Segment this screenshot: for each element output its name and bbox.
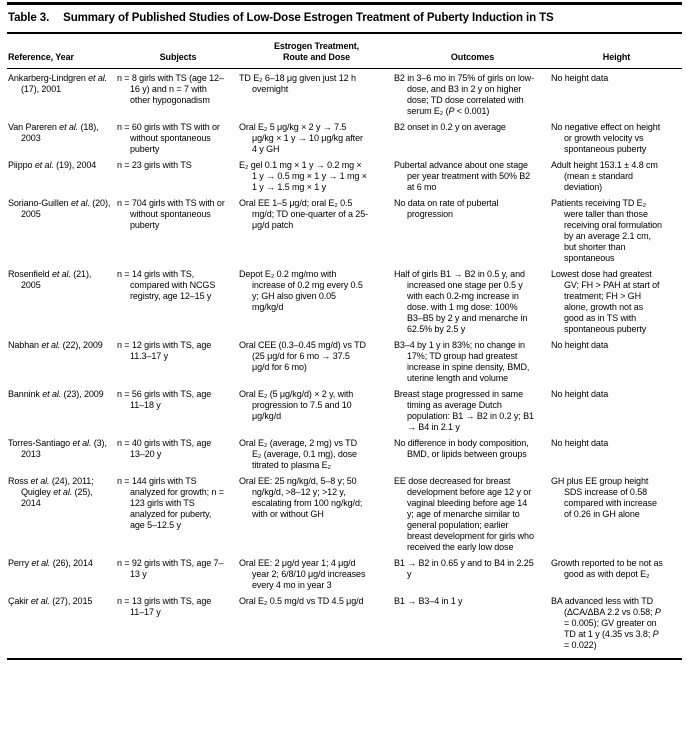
table-row: [7, 158, 682, 196]
cell-reference: Ross et al. (24), 2011; Quigley et al. (25), 2014: [8, 476, 94, 508]
table-row: [7, 474, 682, 556]
cell-subjects: n = 144 girls with TS analyzed for growth; n = 123 girls with TS analyzed for puberty, age 5–12.5 y: [117, 476, 224, 530]
cell-reference: Ankarberg-Lindgren et al. (17), 2001: [8, 73, 108, 94]
table-title-bar: [7, 2, 682, 34]
cell-height: No height data: [551, 73, 609, 83]
cell-outcomes: B2 in 3–6 mo in 75% of girls on low-dose, and B3 in 2 y on higher dose; TD dose correlated with serum E₂ (P < 0.001): [394, 73, 534, 116]
col-header-reference-year: Reference, Year: [7, 34, 117, 69]
cell-treatment: Oral CEE (0.3–0.45 mg/d) vs TD (25 μg/d for 6 mo → 37.5 μg/d for 6 mo): [239, 340, 366, 372]
cell-height: Adult height 153.1 ± 4.8 cm (mean ± standard deviation): [551, 160, 658, 192]
cell-subjects: n = 23 girls with TS: [117, 160, 192, 170]
cell-outcomes: B2 onset in 0.2 y on average: [394, 122, 506, 132]
cell-treatment: E₂ gel 0.1 mg × 1 y → 0.2 mg × 1 y → 0.5 mg × 1 y → 1 mg × 1 y → 1.5 mg × 1 y: [239, 160, 367, 192]
cell-height: Patients receiving TD E₂ were taller than those receiving oral formulation by an average 2.1 cm, but shorter than spontaneous: [551, 198, 662, 263]
col-header-subjects: Subjects: [117, 34, 239, 69]
cell-reference: Bannink et al. (23), 2009: [8, 389, 104, 399]
cell-height: Lowest dose had greatest GV; FH > PAH at start of treatment; FH > GH alone, growth not as good as in TS with spontaneous puberty: [551, 269, 660, 334]
cell-outcomes: Pubertal advance about one stage per year treatment with 50% B2 at 6 mo: [394, 160, 531, 192]
cell-treatment: Oral E₂ (average, 2 mg) vs TD E₂ (average, 0.1 mg), dose titrated to plasma E₂: [239, 438, 357, 470]
cell-outcomes: B1 → B3–4 in 1 y: [394, 596, 463, 606]
cell-height: BA advanced less with TD (ΔCA/ΔBA 2.2 vs 0.58; P = 0.005); GV greater on TD at 1 y (4.35 vs 3.8; P = 0.022): [551, 596, 661, 650]
cell-reference: Soriano-Guillen et al. (20), 2005: [8, 198, 111, 219]
cell-outcomes: No difference in body composition, BMD, or lipids between groups: [394, 438, 529, 459]
table-row: [7, 387, 682, 436]
cell-subjects: n = 40 girls with TS, age 13–20 y: [117, 438, 212, 459]
table-row: [7, 338, 682, 387]
cell-subjects: n = 14 girls with TS, compared with NCGS registry, age 12–15 y: [117, 269, 216, 301]
studies-table: [7, 34, 682, 660]
cell-subjects: n = 92 girls with TS, age 7–13 y: [117, 558, 224, 579]
cell-outcomes: No data on rate of pubertal progression: [394, 198, 499, 219]
table-caption: Summary of Published Studies of Low-Dose Estrogen Treatment of Puberty Induction in TS: [63, 12, 554, 24]
cell-subjects: n = 704 girls with TS with or without spontaneous puberty: [117, 198, 225, 230]
table-row: [7, 120, 682, 158]
cell-treatment: Oral EE 1–5 μg/d; oral E₂ 0.5 mg/d; TD one-quarter of a 25-μg/d patch: [239, 198, 368, 230]
cell-reference: Perry et al. (26), 2014: [8, 558, 93, 568]
cell-height: No negative effect on height or growth velocity vs spontaneous puberty: [551, 122, 661, 154]
col-header-outcomes: Outcomes: [394, 34, 551, 69]
table-row: [7, 436, 682, 474]
cell-treatment: Oral E₂ 0.5 mg/d vs TD 4.5 μg/d: [239, 596, 364, 606]
table-row: [7, 556, 682, 594]
cell-reference: Van Pareren et al. (18), 2003: [8, 122, 99, 143]
header-row: [7, 34, 682, 69]
cell-outcomes: Half of girls B1 → B2 in 0.5 y, and increased one stage per 0.5 y with each 0.2-mg increase in dose. with 1 mg dose: 100% B3–B5 by 2 y and menarche in 62.5% by 2.5 y: [394, 269, 528, 334]
cell-treatment: Oral EE: 25 ng/kg/d, 5–8 y; 50 ng/kg/d, >8–12 y; >12 y, escalating from 100 ng/kg/d; with or without GH: [239, 476, 363, 519]
table-row: [7, 69, 682, 121]
cell-reference: Rosenfield et al. (21), 2005: [8, 269, 92, 290]
cell-reference: Piippo et al. (19), 2004: [8, 160, 97, 170]
cell-subjects: n = 8 girls with TS (age 12–16 y) and n = 7 with other hypogonadism: [117, 73, 224, 105]
cell-reference: Nabhan et al. (22), 2009: [8, 340, 103, 350]
table-label: Table 3.: [8, 12, 50, 24]
table-header: [7, 34, 682, 69]
table-row: [7, 594, 682, 659]
cell-height: No height data: [551, 340, 609, 350]
cell-subjects: n = 12 girls with TS, age 11.3–17 y: [117, 340, 212, 361]
cell-outcomes: B3–4 by 1 y in 83%; no change in 17%; TD group had greatest increase in spine density, BMD, uterine length and volume: [394, 340, 530, 383]
table-body: [7, 69, 682, 660]
cell-outcomes: Breast stage progressed in same timing as average Dutch population: B1 → B2 in 0.2 y; B1 → B4 in 2.1 y: [394, 389, 534, 432]
cell-subjects: n = 56 girls with TS, age 11–18 y: [117, 389, 212, 410]
cell-height: No height data: [551, 389, 609, 399]
table-row: [7, 196, 682, 267]
cell-height: No height data: [551, 438, 609, 448]
cell-subjects: n = 60 girls with TS with or without spontaneous puberty: [117, 122, 220, 154]
cell-treatment: Depot E₂ 0.2 mg/mo with increase of 0.2 mg every 0.5 y; GH also given 0.05 mg/kg/d: [239, 269, 363, 312]
cell-treatment: Oral E₂ (5 μg/kg/d) × 2 y, with progression to 7.5 and 10 μg/kg/d: [239, 389, 354, 421]
cell-treatment: Oral EE: 2 μg/d year 1; 4 μg/d year 2; 6/8/10 μg/d increases every 4 mo in year 3: [239, 558, 366, 590]
cell-subjects: n = 13 girls with TS, age 11–17 y: [117, 596, 212, 617]
cell-height: Growth reported to be not as good as with depot E₂: [551, 558, 663, 579]
cell-reference: Çakir et al. (27), 2015: [8, 596, 93, 606]
cell-outcomes: EE dose decreased for breast development before age 12 y or vaginal bleeding before age 14 y; age of menarche similar to general population; earlier breast development for girls who received the early low dose: [394, 476, 534, 552]
cell-outcomes: B1 → B2 in 0.65 y and to B4 in 2.25 y: [394, 558, 534, 579]
cell-treatment: Oral E₂ 5 μg/kg × 2 y → 7.5 μg/kg × 1 y → 10 μg/kg after 4 y GH: [239, 122, 363, 154]
cell-reference: Torres-Santiago et al. (3), 2013: [8, 438, 107, 459]
cell-height: GH plus EE group height SDS increase of 0.58 compared with increase of 0.26 in GH alone: [551, 476, 657, 519]
col-header-height: Height: [551, 34, 682, 69]
col-header-estrogen-treatment: Estrogen Treatment, Route and Dose: [239, 34, 394, 69]
table-row: [7, 267, 682, 338]
cell-treatment: TD E₂ 6–18 μg given just 12 h overnight: [239, 73, 356, 94]
